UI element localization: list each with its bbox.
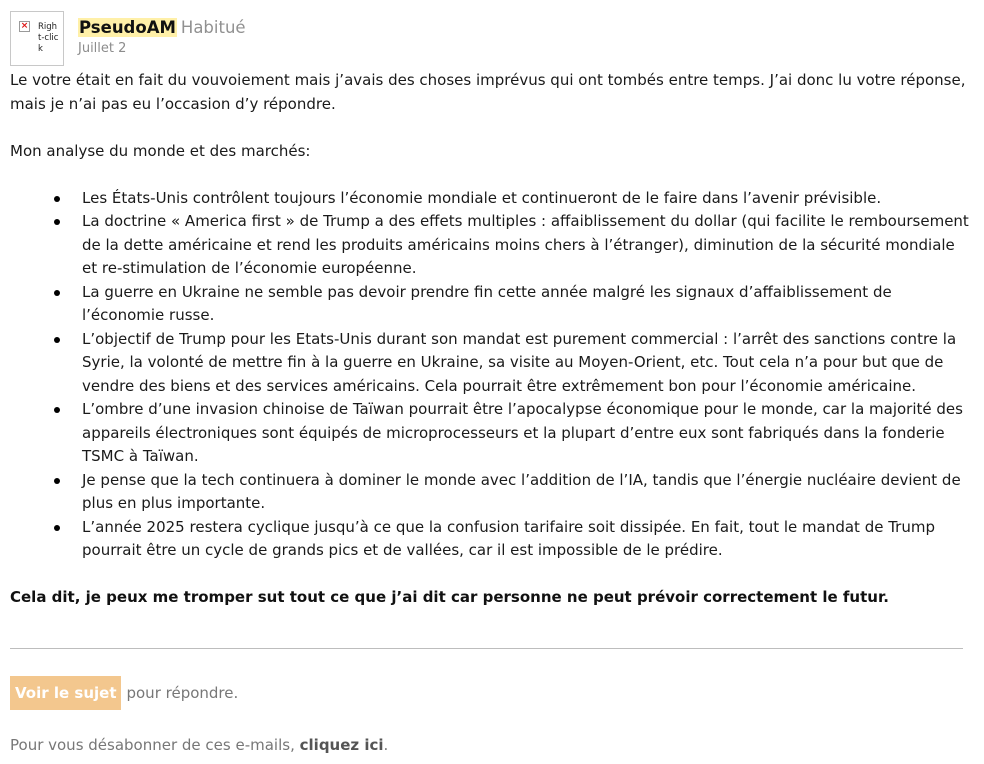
author-line — [78, 17, 246, 39]
analysis-heading: Mon analyse du monde et des marchés: — [10, 141, 311, 160]
post-header — [10, 11, 246, 66]
list-item — [10, 516, 972, 563]
list-item — [10, 398, 972, 469]
avatar[interactable] — [10, 11, 64, 66]
author-username[interactable]: PseudoAM — [79, 18, 176, 37]
post-body — [10, 69, 972, 610]
list-item — [10, 210, 972, 281]
unsubscribe-line — [10, 736, 388, 754]
analysis-list — [10, 187, 972, 563]
list-item-text: L’année 2025 restera cyclique jusqu’à ce que la confusion tarifaire soit dissipée. En fait, tout le mandat de Trump pourrait être un cycle de grands pics et de vallées, car il est impossible de le prédire. — [82, 517, 935, 559]
author-role: Habitué — [180, 18, 246, 37]
list-item — [10, 469, 972, 516]
unsubscribe-link[interactable]: cliquez ici — [299, 736, 384, 754]
author-meta — [78, 17, 246, 56]
unsubscribe-suffix: . — [383, 736, 389, 754]
view-topic-button[interactable]: Voir le sujet — [10, 676, 121, 710]
list-item — [10, 328, 972, 399]
list-item-text: La doctrine « America first » de Trump a des effets multiples : affaiblissement du dollar (qui facilite le remboursement de la dette américaine et rend les produits américains moins chers à l’étranger), diminution de la sécurité mondiale et re-stimulation de l’économie européenne. — [82, 212, 969, 277]
list-item-text: L’ombre d’une invasion chinoise de Taïwan pourrait être l’apocalypse économique pour le monde, car la majorité des appareils électroniques sont équipés de microprocesseurs et la plupart d’entre eux sont fabriqués dans la fonderie TSMC à Taïwan. — [82, 400, 963, 465]
footer-divider — [10, 648, 963, 649]
list-item-text: La guerre en Ukraine ne semble pas devoir prendre fin cette année malgré les signaux d’affaiblissement de l’économie russe. — [82, 282, 892, 324]
list-item-text: L’objectif de Trump pour les Etats-Unis durant son mandat est purement commercial : l’arrêt des sanctions contre la Syrie, la volonté de mettre fin à la guerre en Ukraine, sa visite au Moyen-Orient, etc. Tout cela n’a pour but que de vendre des biens et des services américains. Cela pourrait être extrêmement bon pour l’économie américaine. — [82, 329, 957, 395]
list-item — [10, 281, 972, 328]
reply-suffix: pour répondre. — [126, 684, 239, 702]
post-closing: Cela dit, je peux me tromper sut tout ce que j’ai dit car personne ne peut prévoir correctement le futur. — [10, 588, 889, 606]
avatar-alt-text: Right-click — [38, 22, 59, 54]
unsubscribe-prefix: Pour vous désabonner de ces e-mails, — [10, 736, 295, 754]
list-item — [10, 187, 972, 211]
post-intro: Le votre était en fait du vouvoiement mais j’avais des choses imprévus qui ont tombés entre temps. J’ai donc lu votre réponse, mais je n’ai pas eu l’occasion d’y répondre. — [10, 71, 966, 113]
broken-image-icon: × — [20, 21, 29, 31]
reply-line — [10, 676, 238, 710]
post-date: Juillet 2 — [78, 41, 127, 56]
list-item-text: Les États-Unis contrôlent toujours l’économie mondiale et continueront de le faire dans l’avenir prévisible. — [82, 188, 882, 207]
list-item-text: Je pense que la tech continuera à dominer le monde avec l’addition de l’IA, tandis que l’énergie nucléaire devient de plus en plus importante. — [82, 470, 961, 512]
